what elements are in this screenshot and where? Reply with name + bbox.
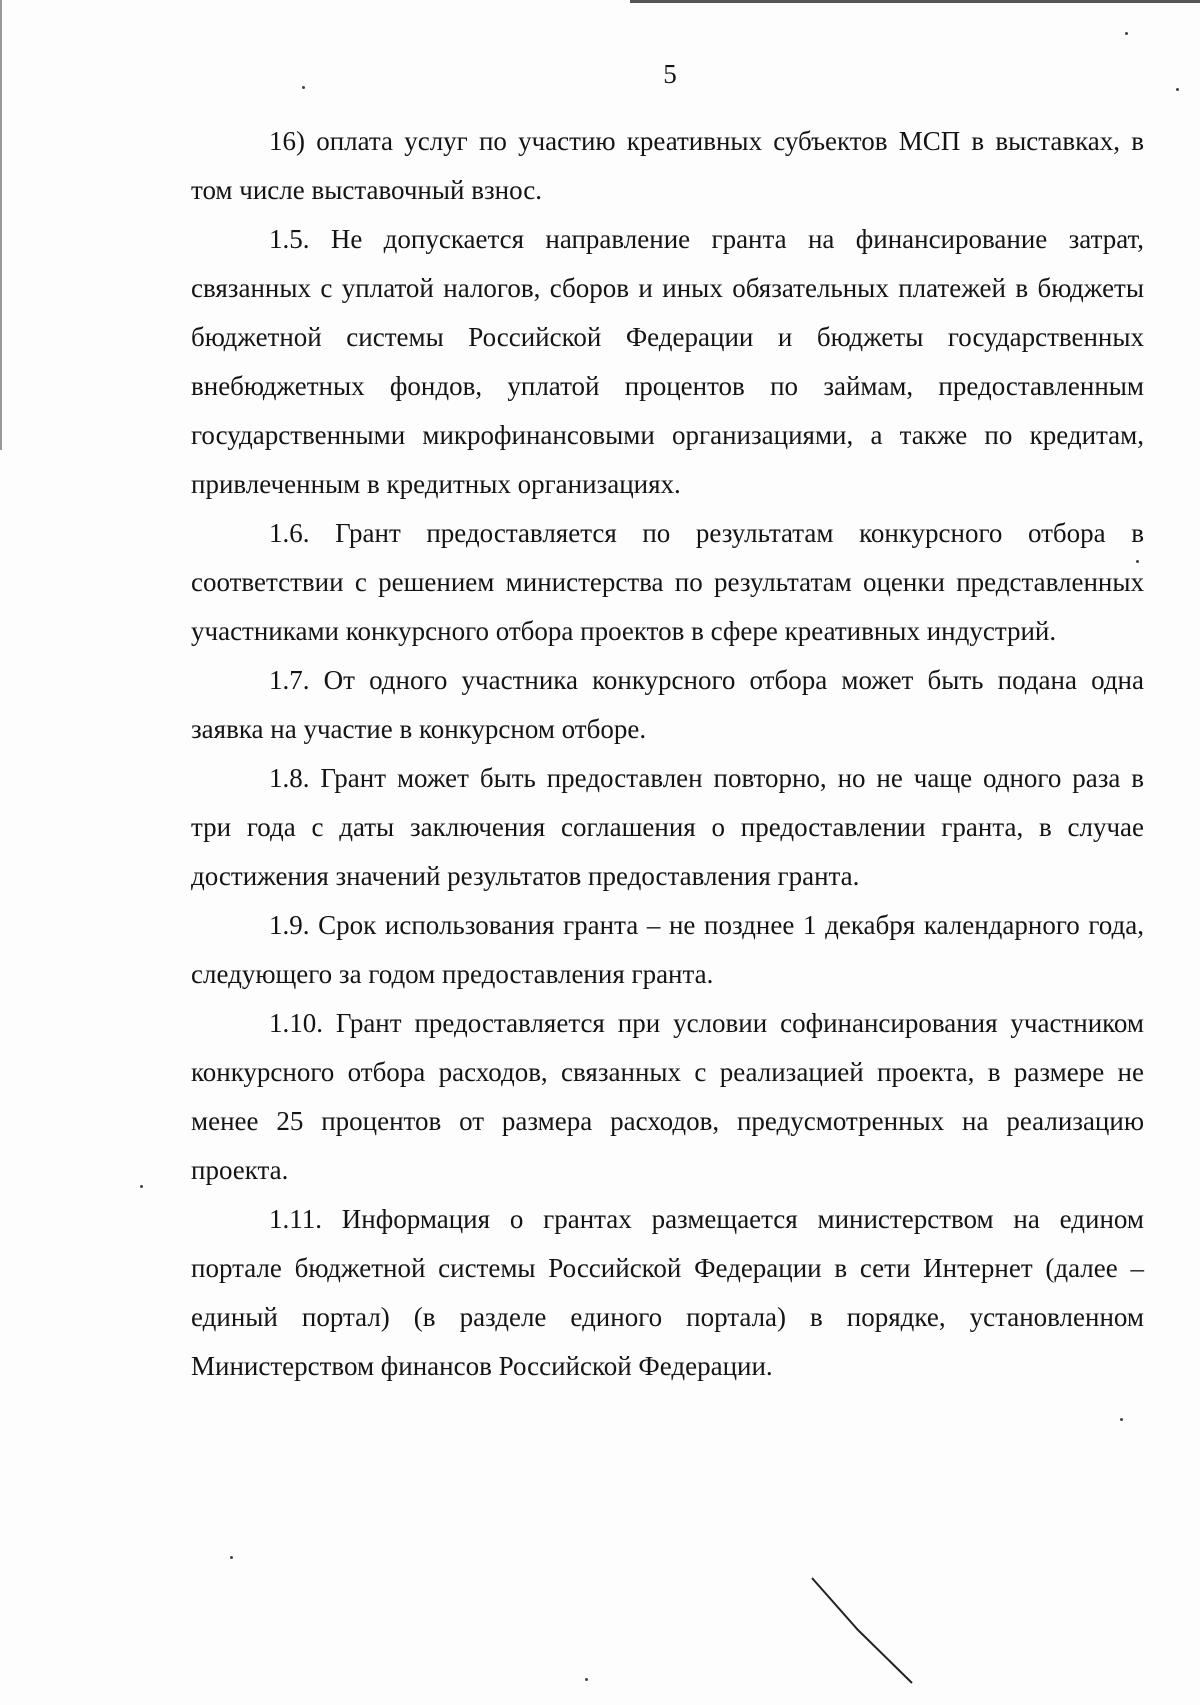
paragraph-1-9: 1.9. Срок использования гранта – не позднее 1 декабря календарного года, следующего за годом предоставления гранта. xyxy=(191,910,1144,989)
paragraph-1-5: 1.5. Не допускается направление гранта на финансирование затрат, связанных с уплатой налогов, сборов и иных обязательных платежей в бюджеты бюджетной системы Российской Федерации и бюджеты государственных внебюджетных фондов, уплатой процентов по займам, предоставленным государственными микрофинансовыми организациями, а также по кредитам, привлеченным в кредитных организациях. xyxy=(191,224,1144,499)
paragraph-1-11: 1.11. Информация о грантах размещается министерством на едином портале бюджетной системы Российской Федерации в сети Интернет (далее – единый портал) (в разделе единого портала) в порядке, установленном Министерством финансов Российской Федерации. xyxy=(191,1204,1144,1381)
paragraph-1-10: 1.10. Грант предоставляется при условии софинансирования участником конкурсного отбора расходов, связанных с реализацией проекта, в размере не менее 25 процентов от размера расходов, предусмотренных на реализацию проекта. xyxy=(191,1008,1144,1185)
paragraph-item-16: 16) оплата услуг по участию креативных субъектов МСП в выставках, в том числе выставочный взнос. xyxy=(191,126,1144,205)
paragraph-1-7: 1.7. От одного участника конкурсного отбора может быть подана одна заявка на участие в конкурсном отборе. xyxy=(191,665,1144,744)
paragraph-1-6: 1.6. Грант предоставляется по результатам конкурсного отбора в соответствии с решением министерства по результатам оценки представленных участниками конкурсного отбора проектов в сфере креативных индустрий. xyxy=(191,518,1144,646)
paragraph-1-8: 1.8. Грант может быть предоставлен повторно, но не чаще одного раза в три года с даты заключения соглашения о предоставлении гранта, в случае достижения значений результатов предоставления гранта. xyxy=(191,763,1144,891)
page-number: 5 xyxy=(663,59,677,89)
